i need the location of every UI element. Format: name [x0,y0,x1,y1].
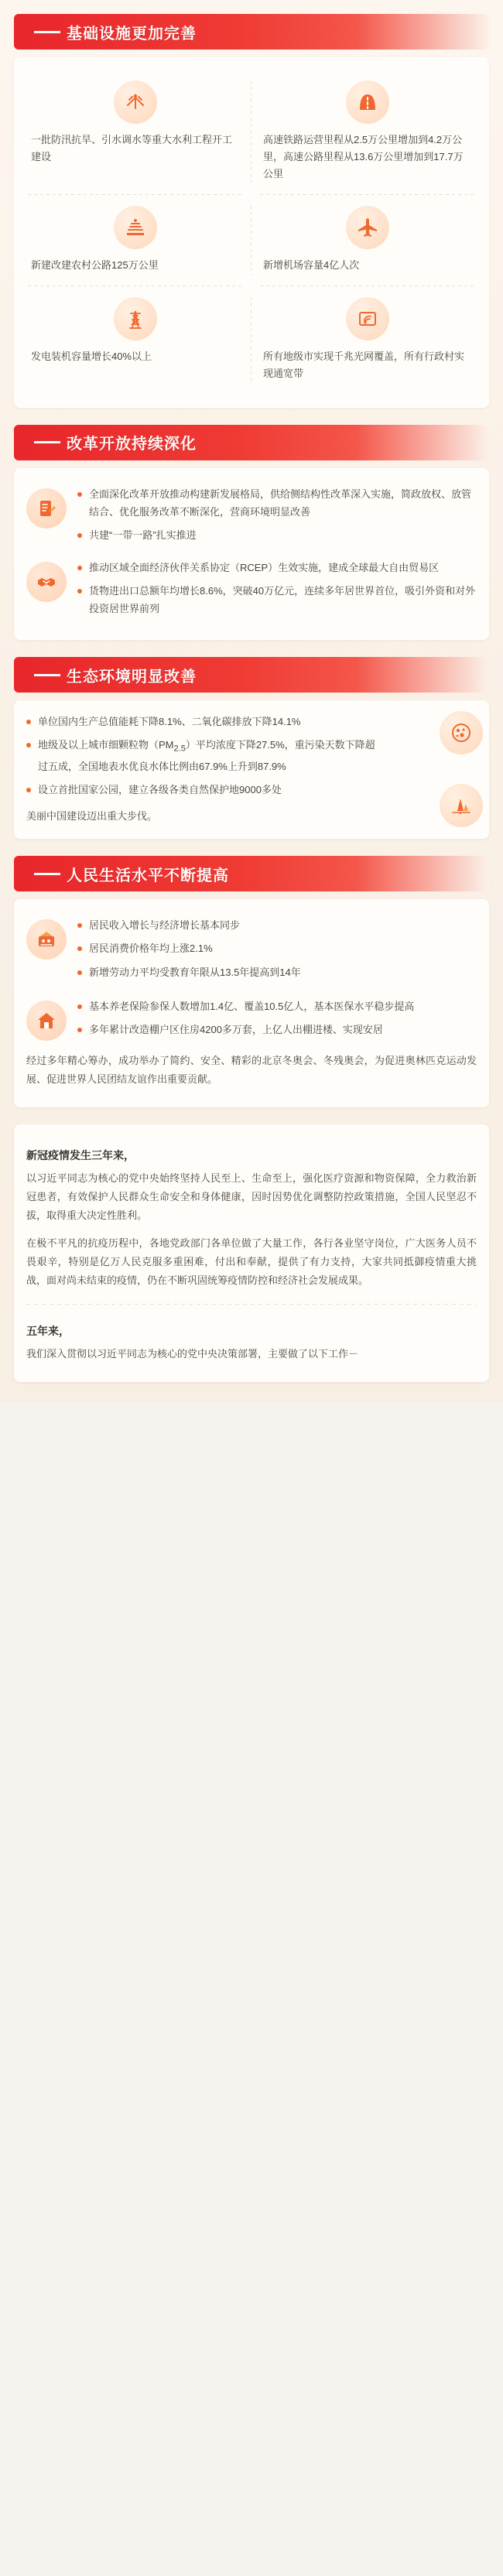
forest-park-icon [440,784,483,827]
closing-paragraph: 在极不平凡的抗疫历程中，各地党政部门各单位做了大量工作，各行各业坚守岗位，广大医务人员不畏艰辛，特别是亿万人民克服多重困难，付出和奉献，提供了有力支持，大家共同抵御疫情重大挑战，面对尚未结束的疫情，仍在不断巩固统筹疫情防控和经济社会发展成果。 [26,1237,477,1287]
icon-grid [25,70,478,395]
airplane-icon [346,206,389,249]
section-header [14,657,489,693]
bullet-list [76,916,477,986]
infrastructure-card [14,57,489,408]
bullet-list [25,713,381,799]
lead-text: 新冠疫情发生三年来， [26,1148,135,1161]
list-item: 单位国内生产总值能耗下降8.1%、二氧化碳排放下降14.1% [26,713,381,730]
cell-text: 新增机场容量4亿人次 [263,259,360,272]
content-row [25,481,478,554]
section-header [14,425,489,460]
ecology-card [14,700,489,839]
list-item: 推动区域全面经济伙伴关系协定（RCEP）生效实施，建成全球最大自由贸易区 [77,559,477,576]
grid-cell [25,70,246,195]
section-infrastructure [14,14,489,408]
section-reform-opening [14,425,489,641]
section-title: 人民生活水平不断提高 [67,867,229,884]
list-item: 基本养老保险参保人数增加1.4亿、覆盖10.5亿人，基本医保水平稳步提高 [77,997,477,1015]
cell-text: 高速铁路运营里程从2.5万公里增加到4.2万公里，高速公路里程从13.6万公里增加到17.7万公里 [263,134,464,180]
section-living-standards [14,856,489,1107]
flood-control-icon [114,80,157,124]
house-shelter-icon [26,1001,67,1041]
family-welfare-icon [26,919,67,960]
closing-paragraph: 我们深入贯彻以习近平同志为核心的党中央决策部署，主要做了以下工作－ [26,1348,359,1360]
bullet-list [76,485,477,549]
list-item: 共建“一带一路”扎实推进 [77,526,477,544]
list-item: 居民收入增长与经济增长基本同步 [77,916,477,934]
closing-paragraph: 以习近平同志为核心的党中央始终坚持人民至上、生命至上，强化医疗资源和物资保障，全力救治新冠患者，有效保护人民群众生命安全和身体健康，因时因势优化调整防控政策措施，全国人民坚忍不拔，取得重大决定性胜利。 [26,1172,477,1222]
lead-text: 五年来， [26,1325,70,1338]
list-item: 居民消费价格年均上涨2.1% [77,939,477,957]
content-row [25,554,478,628]
section-title: 基础设施更加完善 [67,25,197,43]
rural-road-icon [114,206,157,249]
closing-lead-2 [25,1312,478,1342]
highway-icon [346,80,389,124]
list-item: 新增劳动力平均受教育年限从13.5年提高到14年 [77,963,477,981]
header-dash-icon [34,31,60,33]
ecology-summary: 美丽中国建设迈出重大步伐。 [26,809,158,822]
cell-text: 所有地级市实现千兆光网覆盖，所有行政村实现通宽带 [263,351,465,380]
power-tower-icon [114,297,157,340]
bullet-list [76,559,477,623]
list-item: 地级及以上城市细颗粒物$(PM_{2.5})$平均浓度下降27.5%，重污染天数下降超过五成，全国地表水优良水体比例由67.9%上升到87.9% [26,736,381,775]
list-item: 全面深化改革开放推动构建新发展格局，供给侧结构性改革深入实施，简政放权、放管结合、优化服务改革不断深化，营商环境明显改善 [77,485,477,521]
section-header [14,856,489,891]
list-item: 货物进出口总额年均增长8.6%，突破40万亿元，连续多年居世界首位，吸引外资和对外投资居世界前列 [77,582,477,617]
cell-text: 一批防汛抗旱、引水调水等重大水利工程开工建设 [31,134,233,163]
header-dash-icon [34,873,60,875]
content-row [25,993,478,1049]
closing-lead-1 [25,1137,478,1166]
header-dash-icon [34,441,60,443]
bullet-list [76,997,477,1044]
reform-card [14,468,489,641]
grid-cell [25,286,246,395]
olympics-paragraph: 经过多年精心筹办，成功举办了简约、安全、精彩的北京冬奥会、冬残奥会，为促进奥林匹克运动发展、促进世界人民团结友谊作出重要贡献。 [26,1054,477,1085]
list-item: 多年累计改造棚户区住房4200多万套，上亿人出棚进楼、实现安居 [77,1021,477,1038]
cell-text: 新建改建农村公路125万公里 [31,259,159,272]
section-title: 生态环境明显改善 [67,668,197,686]
handshake-icon [26,562,67,602]
wifi-signal-icon [346,297,389,340]
divider [26,1304,477,1305]
closing-card [14,1124,489,1382]
grid-cell [257,70,478,195]
document-pen-icon [26,488,67,529]
header-dash-icon [34,674,60,676]
pm25-particles-icon [440,711,483,754]
living-standards-card [14,899,489,1107]
cell-text: 发电装机容量增长40%以上 [31,351,152,363]
grid-cell [257,286,478,395]
list-item: 设立首批国家公园，建立各级各类自然保护地9000多处 [26,781,381,799]
grid-cell [257,195,478,286]
grid-cell [25,195,246,286]
section-header [14,14,489,50]
section-ecology [14,657,489,839]
section-title: 改革开放持续深化 [67,436,197,453]
content-row [25,912,478,990]
